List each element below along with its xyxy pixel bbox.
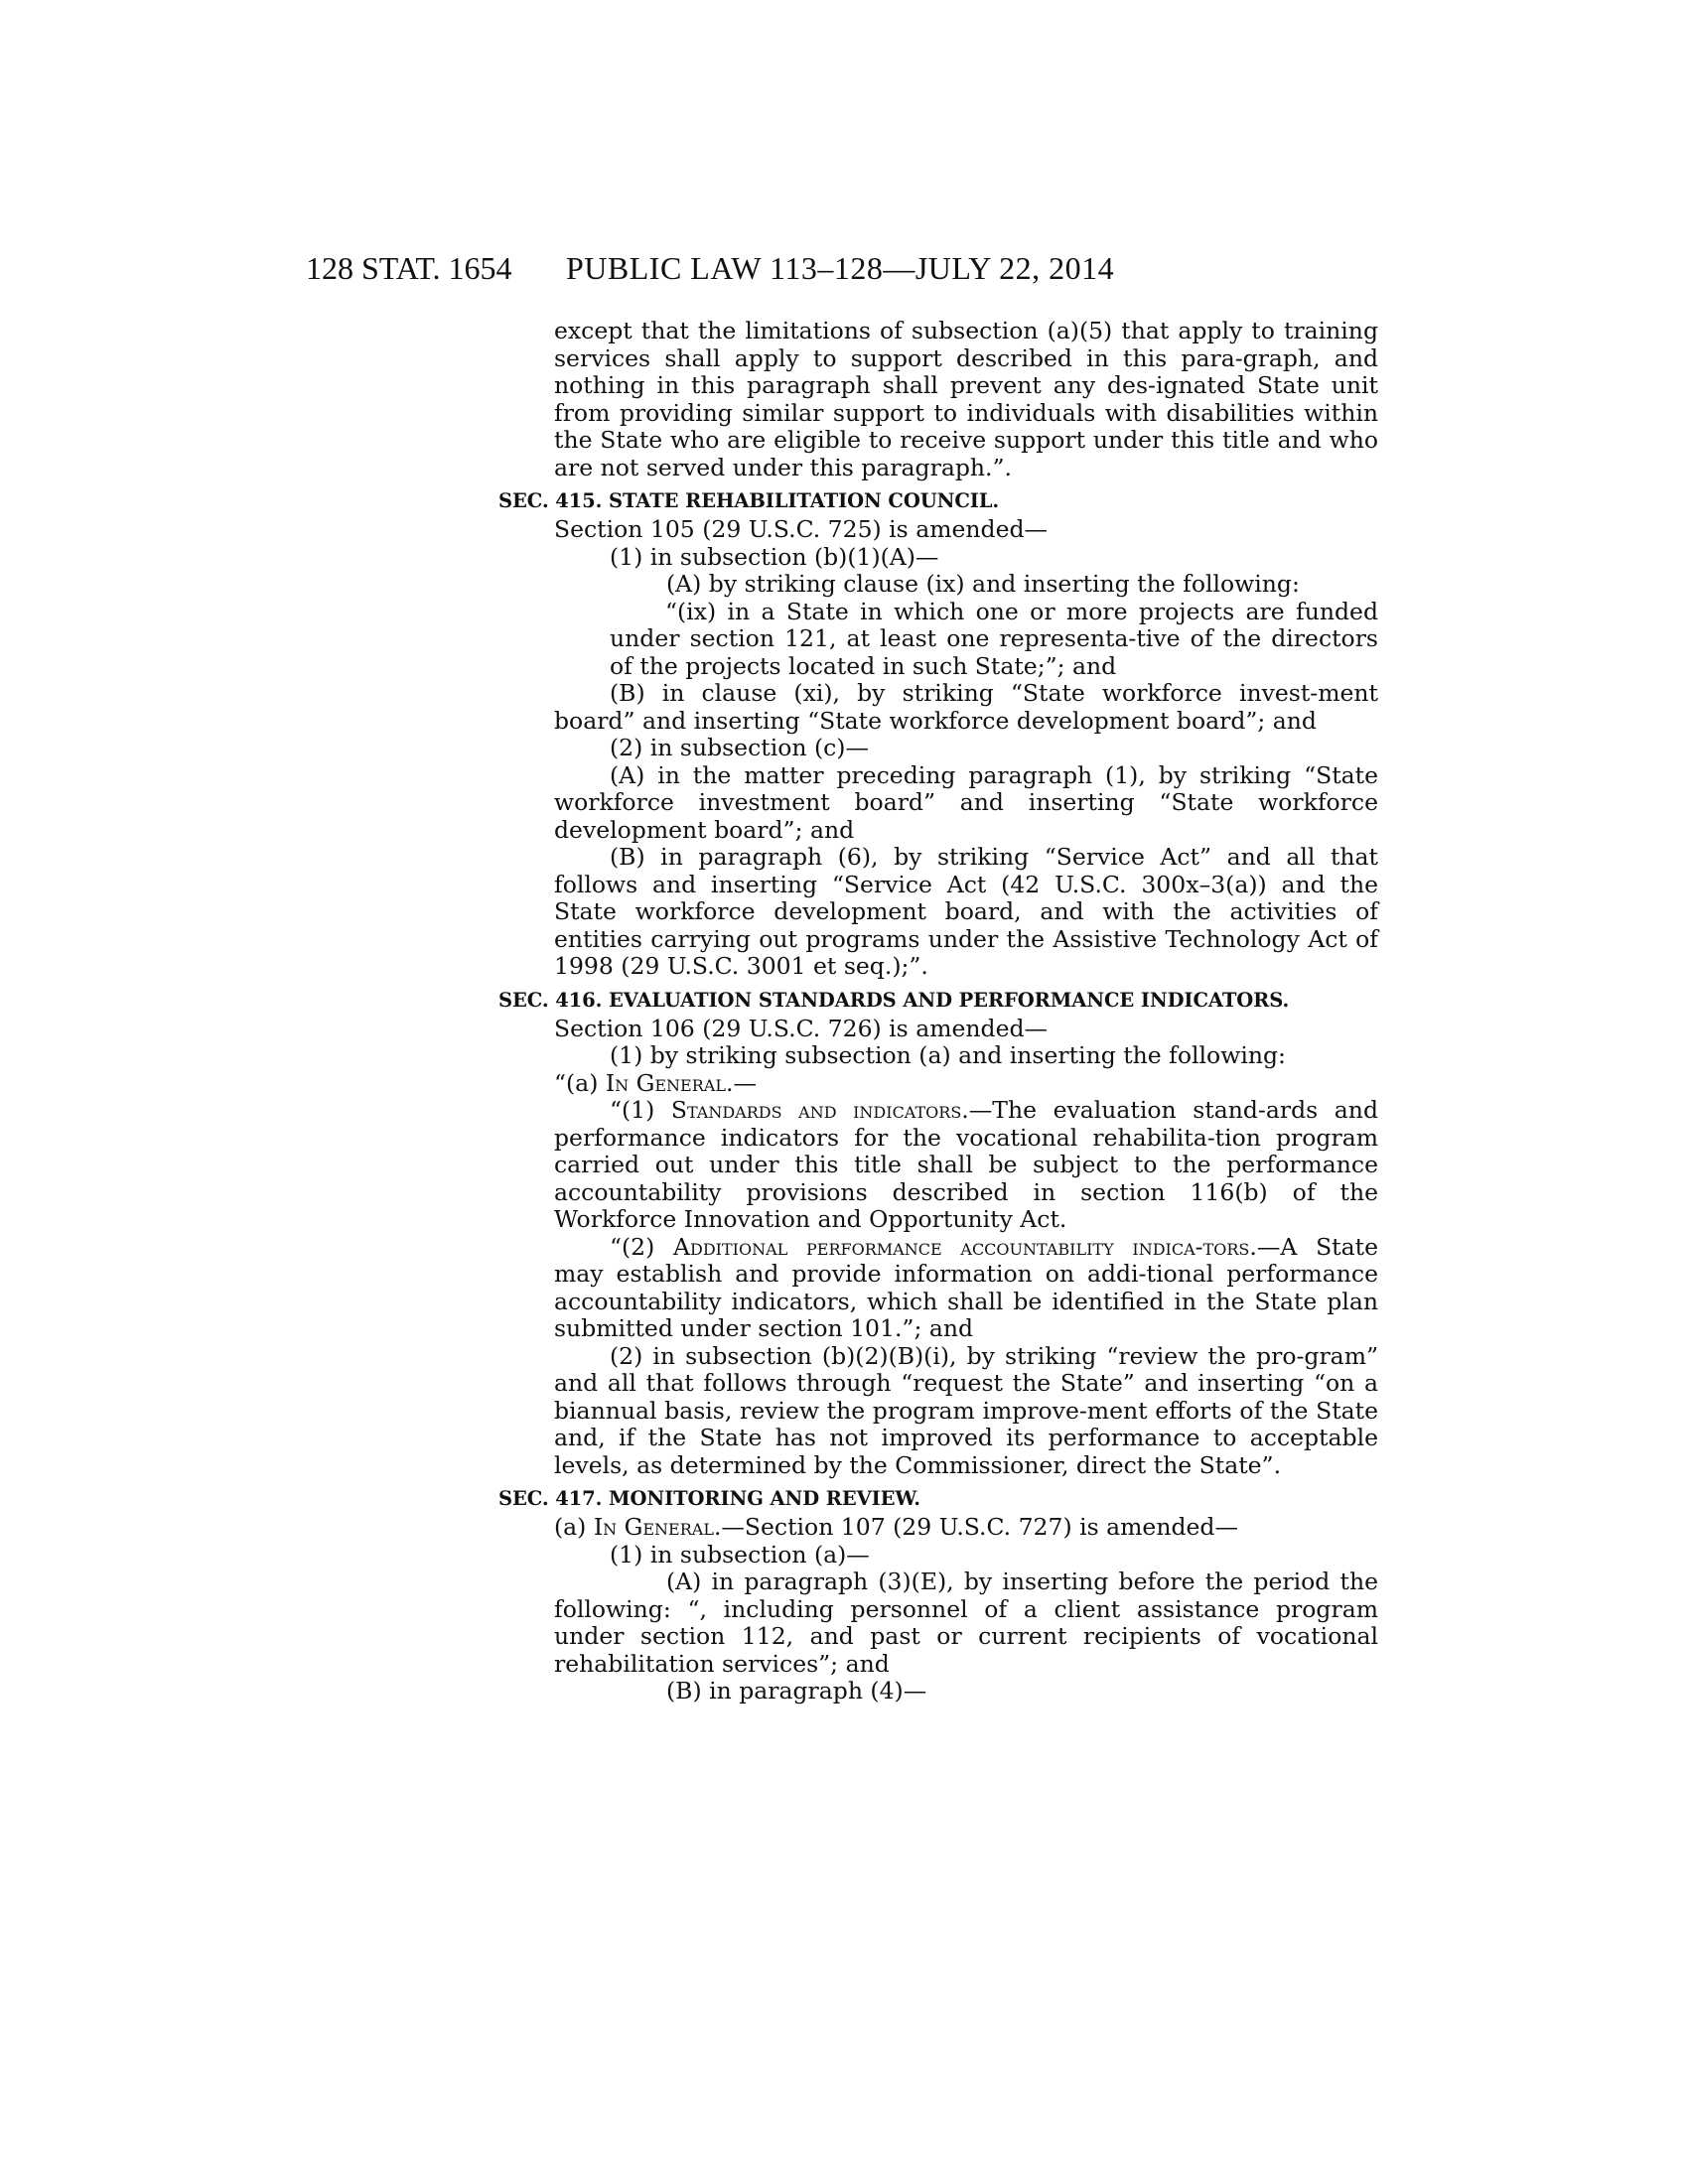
paragraph-item: (1) in subsection (b)(1)(A)— [610,542,939,571]
paragraph-item: (1) by striking subsection (a) and inserting the following: [610,1041,1286,1069]
heading-in-general: In General [605,1068,726,1097]
paragraph-text: .—The evaluation stand-ards and performance indicators for the vocational rehabilita-tion program carried out under this title shall be subject to the performance accountability provisions described in section 116(b) of the Workforce Innovation and Opportunity Act. [554,1096,1378,1233]
paragraph-item: (2) in subsection (b)(2)(B)(i), by striking “review the pro-gram” and all that follows through “request the State” and inserting “on a biannual basis, review the program improve-ment efforts of the State and, if the State has not improved its performance to acceptable levels, as determined by the Commissioner, direct the State”. [554,1341,1378,1479]
paragraph-item: (A) by striking clause (ix) and inserting the following: [666,570,1300,598]
heading-additional: Additional performance accountability indica-tors [673,1232,1250,1261]
subsection-marker: (a) [554,1513,594,1541]
subsection-a-in-general [554,1514,1378,1542]
paragraph-item: (A) in the matter preceding paragraph (1), by striking “State workforce investment board” and inserting “State workforce development board”; and [554,760,1378,844]
quoted-paragraph-2 [554,1234,1378,1343]
paragraph-item: (1) in subsection (a)— [610,1540,870,1569]
paragraph-intro-105: Section 105 (29 U.S.C. 725) is amended— [554,515,1049,543]
statute-page-number: 128 STAT. 1654 [306,250,512,286]
paragraph-item: (B) in paragraph (6), by striking “Service Act” and all that follows and inserting “Service Act (42 U.S.C. 300x–3(a)) and the State workforce development board, and with the activities of entities carrying out programs under the Assistive Technology Act of 1998 (29 U.S.C. 3001 et seq.);”. [554,843,1378,980]
running-head-title: PUBLIC LAW 113–128—JULY 22, 2014 [566,250,1115,286]
inserted-quote-block [554,599,1378,681]
paragraph-item: (2) in subsection (c)— [610,734,869,761]
paragraph-item: (B) in paragraph (4)— [666,1677,927,1705]
paragraph-item: (B) in clause (xi), by striking “State workforce invest-ment board” and inserting “State workforce development board”; and [554,679,1378,735]
section-heading-417: SEC. 417. MONITORING AND REVIEW. [498,1487,920,1510]
quoted-subsection-a [554,1070,1378,1098]
quoted-clause-ix: “(ix) in a State in which one or more projects are funded under section 121, at least one representa-tive of the directors of the projects located in such State;”; and [610,597,1378,680]
section-heading-416: SEC. 416. EVALUATION STANDARDS AND PERFORMANCE INDICATORS. [498,988,1290,1012]
section-heading-415: SEC. 415. STATE REHABILITATION COUNCIL. [498,489,1000,512]
paragraph-continuation: except that the limitations of subsection (a)(5) that apply to training services shall apply to support described in this para-graph, and nothing in this paragraph shall prevent any des-ignated State unit from providing similar support to individuals with disabilities within the State who are eligible to receive support under this title and who are not served under this paragraph.”. [554,317,1378,481]
page-header [306,248,1497,288]
quoted-paragraph-1 [554,1097,1378,1234]
quote-marker: “(2) [610,1232,674,1261]
paragraph-text: .—A State may establish and provide information on addi-tional performance accountability indicators, which shall be identified in the State plan submitted under section 101.”; and [554,1232,1378,1342]
quote-marker: “(1) [610,1096,671,1124]
heading-dash: .— [725,1068,757,1097]
paragraph-intro-106: Section 106 (29 U.S.C. 726) is amended— [554,1014,1049,1042]
heading-standards: Standards and indicators [670,1096,962,1124]
paragraph-text: .—Section 107 (29 U.S.C. 727) is amended— [713,1513,1238,1541]
quote-marker: “(a) [554,1068,606,1097]
paragraph-item: (A) in paragraph (3)(E), by inserting before the period the following: “, including personnel of a client assistance program under section 112, and past or current recipients of vocational rehabilitation services”; and [554,1568,1378,1678]
document-body [498,317,1378,1706]
heading-in-general: In General [593,1513,714,1541]
